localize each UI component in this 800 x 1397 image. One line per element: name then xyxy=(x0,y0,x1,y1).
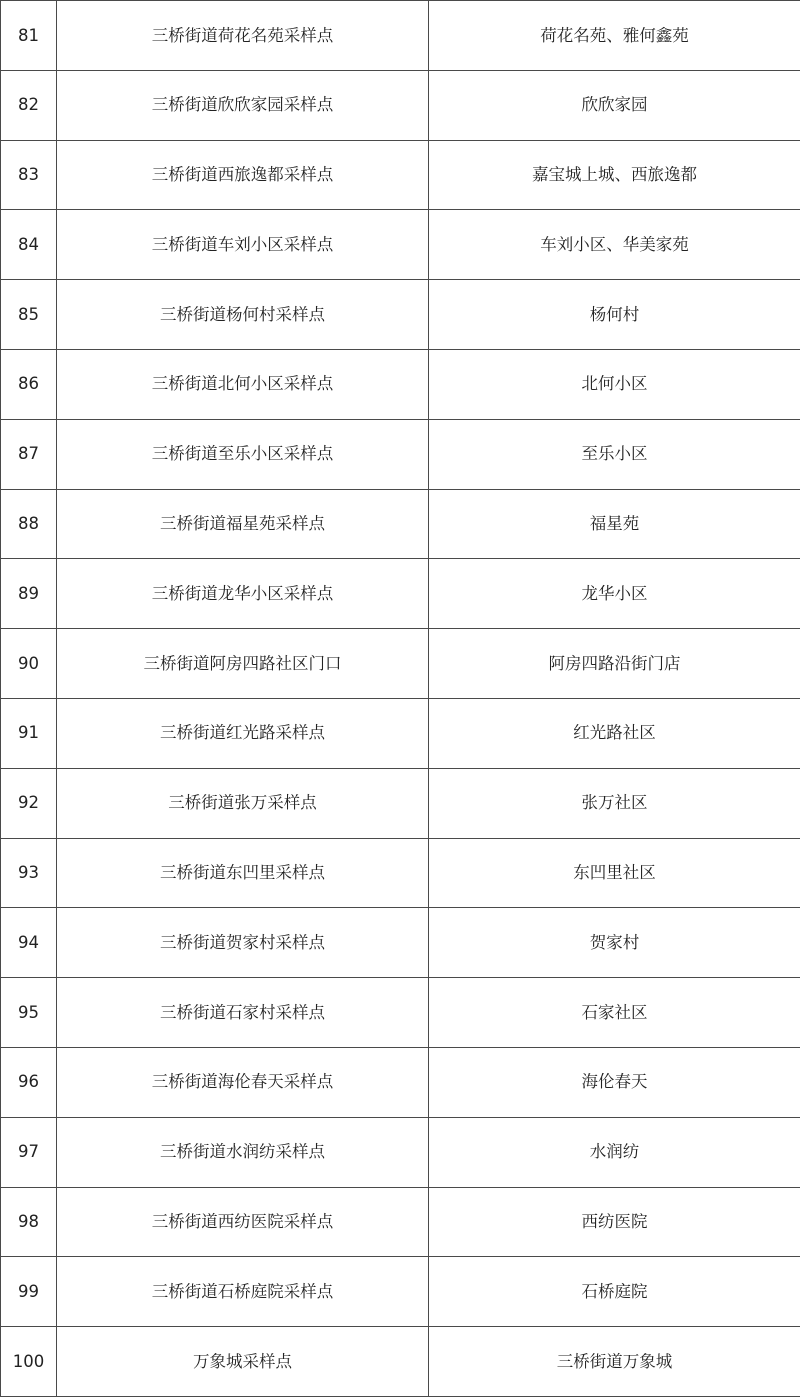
coverage-area: 水润纺 xyxy=(429,1117,800,1187)
coverage-area: 嘉宝城上城、西旅逸都 xyxy=(429,140,800,210)
coverage-area: 三桥街道万象城 xyxy=(429,1327,800,1397)
table-row xyxy=(1,140,800,210)
site-name: 三桥街道西纺医院采样点 xyxy=(57,1187,429,1257)
site-name: 三桥街道福星苑采样点 xyxy=(57,489,429,559)
site-name: 三桥街道水润纺采样点 xyxy=(57,1117,429,1187)
row-number: 92 xyxy=(1,768,57,838)
site-name: 三桥街道至乐小区采样点 xyxy=(57,419,429,489)
coverage-area: 荷花名苑、雅何鑫苑 xyxy=(429,1,800,71)
table-row xyxy=(1,768,800,838)
coverage-area: 阿房四路沿街门店 xyxy=(429,629,800,699)
site-name: 三桥街道阿房四路社区门口 xyxy=(57,629,429,699)
table-row xyxy=(1,559,800,629)
site-name: 三桥街道杨何村采样点 xyxy=(57,280,429,350)
table-row xyxy=(1,419,800,489)
site-name: 三桥街道张万采样点 xyxy=(57,768,429,838)
site-name: 三桥街道红光路采样点 xyxy=(57,698,429,768)
table-row xyxy=(1,349,800,419)
table-row xyxy=(1,1117,800,1187)
table-row xyxy=(1,280,800,350)
row-number: 82 xyxy=(1,70,57,140)
site-name: 三桥街道西旅逸都采样点 xyxy=(57,140,429,210)
row-number: 94 xyxy=(1,908,57,978)
row-number: 86 xyxy=(1,349,57,419)
row-number: 88 xyxy=(1,489,57,559)
table-row xyxy=(1,70,800,140)
coverage-area: 贺家村 xyxy=(429,908,800,978)
row-number: 99 xyxy=(1,1257,57,1327)
coverage-area: 北何小区 xyxy=(429,349,800,419)
coverage-area: 龙华小区 xyxy=(429,559,800,629)
site-name: 三桥街道东凹里采样点 xyxy=(57,838,429,908)
table-row xyxy=(1,629,800,699)
coverage-area: 车刘小区、华美家苑 xyxy=(429,210,800,280)
row-number: 100 xyxy=(1,1327,57,1397)
coverage-area: 福星苑 xyxy=(429,489,800,559)
table-body xyxy=(1,1,800,1397)
row-number: 83 xyxy=(1,140,57,210)
site-name: 三桥街道荷花名苑采样点 xyxy=(57,1,429,71)
coverage-area: 东凹里社区 xyxy=(429,838,800,908)
row-number: 85 xyxy=(1,280,57,350)
coverage-area: 红光路社区 xyxy=(429,698,800,768)
site-name: 三桥街道车刘小区采样点 xyxy=(57,210,429,280)
table-row xyxy=(1,698,800,768)
coverage-area: 杨何村 xyxy=(429,280,800,350)
table-row xyxy=(1,489,800,559)
site-name: 三桥街道欣欣家园采样点 xyxy=(57,70,429,140)
table-row xyxy=(1,1047,800,1117)
coverage-area: 石家社区 xyxy=(429,978,800,1048)
site-name: 三桥街道龙华小区采样点 xyxy=(57,559,429,629)
row-number: 95 xyxy=(1,978,57,1048)
coverage-area: 西纺医院 xyxy=(429,1187,800,1257)
row-number: 89 xyxy=(1,559,57,629)
coverage-area: 张万社区 xyxy=(429,768,800,838)
table-row xyxy=(1,978,800,1048)
table-row xyxy=(1,908,800,978)
row-number: 93 xyxy=(1,838,57,908)
site-name: 三桥街道海伦春天采样点 xyxy=(57,1047,429,1117)
row-number: 81 xyxy=(1,1,57,71)
table-row xyxy=(1,1,800,71)
table-row xyxy=(1,210,800,280)
coverage-area: 欣欣家园 xyxy=(429,70,800,140)
site-name: 三桥街道石桥庭院采样点 xyxy=(57,1257,429,1327)
row-number: 97 xyxy=(1,1117,57,1187)
coverage-area: 石桥庭院 xyxy=(429,1257,800,1327)
coverage-area: 至乐小区 xyxy=(429,419,800,489)
table-row xyxy=(1,1187,800,1257)
table-row xyxy=(1,1327,800,1397)
site-name: 三桥街道北何小区采样点 xyxy=(57,349,429,419)
table-row xyxy=(1,1257,800,1327)
row-number: 87 xyxy=(1,419,57,489)
row-number: 96 xyxy=(1,1047,57,1117)
coverage-area: 海伦春天 xyxy=(429,1047,800,1117)
table-row xyxy=(1,838,800,908)
row-number: 91 xyxy=(1,698,57,768)
site-name: 三桥街道石家村采样点 xyxy=(57,978,429,1048)
row-number: 98 xyxy=(1,1187,57,1257)
row-number: 84 xyxy=(1,210,57,280)
row-number: 90 xyxy=(1,629,57,699)
site-name: 三桥街道贺家村采样点 xyxy=(57,908,429,978)
site-name: 万象城采样点 xyxy=(57,1327,429,1397)
